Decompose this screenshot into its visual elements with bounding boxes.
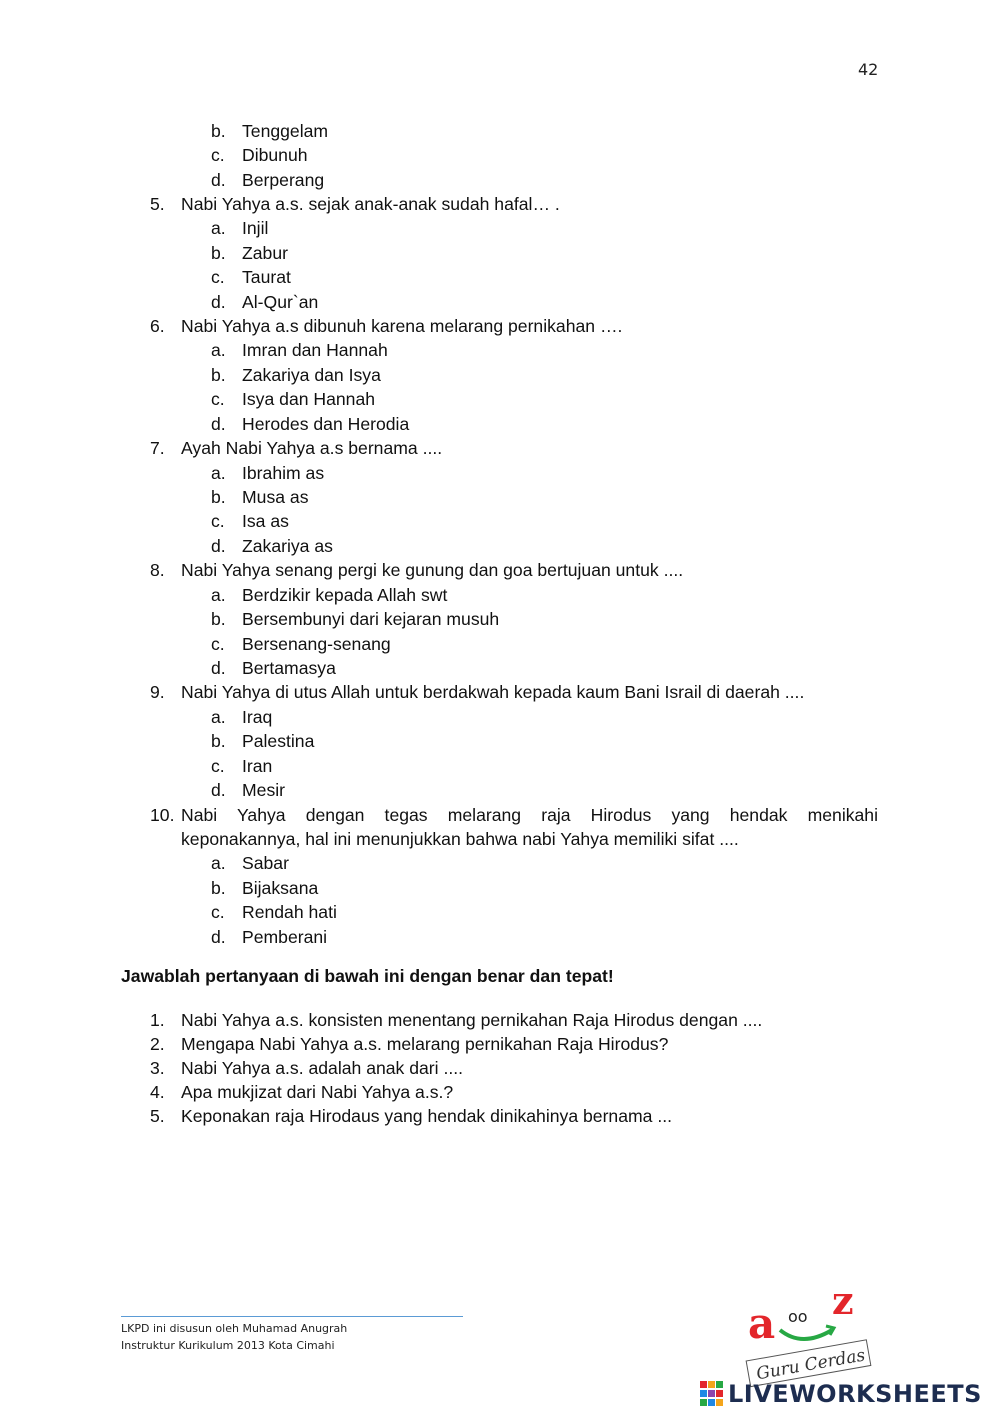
option-text: Rendah hati (242, 902, 337, 922)
liveworksheets-wordmark: LIVEWORKSHEETS (728, 1380, 982, 1408)
essay-number: 1. (150, 1010, 165, 1030)
option-letter: b. (211, 121, 226, 141)
option-text: Al-Qur`an (242, 292, 319, 312)
question-number: 6. (150, 316, 165, 336)
option-text: Iran (242, 756, 273, 776)
question-number: 9. (150, 682, 165, 702)
essay-number: 5. (150, 1106, 165, 1126)
logo-caption: Guru Cerdas (754, 1345, 867, 1385)
essay-number: 4. (150, 1082, 165, 1102)
option-letter: d. (211, 170, 226, 190)
option-letter: b. (211, 487, 226, 507)
option-letter: d. (211, 780, 226, 800)
option-letter: c. (211, 634, 225, 654)
question-text: Nabi Yahya a.s. sejak anak-anak sudah hafal… . (181, 194, 560, 214)
question-text: Nabi Yahya di utus Allah untuk berdakwah kepada kaum Bani Israil di daerah .... (181, 682, 805, 702)
option-text: Palestina (242, 731, 315, 751)
option-text: Ibrahim as (242, 463, 325, 483)
essay-text: Mengapa Nabi Yahya a.s. melarang pernikahan Raja Hirodus? (181, 1034, 669, 1054)
option-letter: b. (211, 609, 226, 629)
option-text: Bersembunyi dari kejaran musuh (242, 609, 500, 629)
option-text: Isa as (242, 511, 289, 531)
question-number: 8. (150, 560, 165, 580)
option-text: Isya dan Hannah (242, 389, 376, 409)
essay-text: Nabi Yahya a.s. konsisten menentang pernikahan Raja Hirodus dengan .... (181, 1010, 763, 1030)
guru-cerdas-logo (740, 1278, 880, 1388)
question-text: Ayah Nabi Yahya a.s bernama .... (181, 438, 443, 458)
option-text: Zakariya as (242, 536, 333, 556)
logo-letter-z: z (832, 1278, 854, 1323)
option-letter: c. (211, 267, 225, 287)
option-letter: b. (211, 365, 226, 385)
option-text: Zabur (242, 243, 288, 263)
footer-author: LKPD ini disusun oleh Muhamad Anugrah (121, 1322, 348, 1335)
option-text: Injil (242, 218, 269, 238)
essay-text: Keponakan raja Hirodaus yang hendak dinikahinya bernama ... (181, 1106, 672, 1126)
option-text: Taurat (242, 267, 291, 287)
option-letter: d. (211, 927, 226, 947)
option-text: Tenggelam (242, 121, 329, 141)
liveworksheets-grid-icon (700, 1381, 724, 1407)
option-letter: a. (211, 853, 226, 873)
page-number: 42 (858, 60, 879, 79)
option-letter: d. (211, 292, 226, 312)
option-letter: a. (211, 340, 226, 360)
option-text: Iraq (242, 707, 273, 727)
option-letter: b. (211, 731, 226, 751)
liveworksheets-banner[interactable] (700, 1378, 982, 1410)
logo-letter-a: a (748, 1299, 776, 1348)
question-number: 10. (150, 805, 175, 825)
option-text: Herodes dan Herodia (242, 414, 410, 434)
option-text: Imran dan Hannah (242, 340, 388, 360)
logo-smile-icon (780, 1330, 832, 1339)
option-text: Bertamasya (242, 658, 336, 678)
option-text: Berperang (242, 170, 325, 190)
question-number: 7. (150, 438, 165, 458)
essay-number: 2. (150, 1034, 165, 1054)
option-letter: c. (211, 511, 225, 531)
option-text: Mesir (242, 780, 286, 800)
footer-institution: Instruktur Kurikulum 2013 Kota Cimahi (121, 1339, 335, 1352)
question-text-line-2: keponakannya, hal ini menunjukkan bahwa nabi Yahya memiliki sifat .... (181, 829, 739, 849)
option-letter: a. (211, 585, 226, 605)
essay-heading: Jawablah pertanyaan di bawah ini dengan benar dan tepat! (121, 966, 614, 986)
option-text: Pemberani (242, 927, 328, 947)
option-text: Berdzikir kepada Allah swt (242, 585, 448, 605)
essay-text: Nabi Yahya a.s. adalah anak dari .... (181, 1058, 464, 1078)
question-text: Nabi Yahya a.s dibunuh karena melarang pernikahan …. (181, 316, 623, 336)
option-text: Dibunuh (242, 145, 308, 165)
option-text: Musa as (242, 487, 309, 507)
essay-text: Apa mukjizat dari Nabi Yahya a.s.? (181, 1082, 454, 1102)
essay-number: 3. (150, 1058, 165, 1078)
option-text: Bersenang-senang (242, 634, 391, 654)
option-letter: d. (211, 658, 226, 678)
option-letter: c. (211, 389, 225, 409)
option-text: Bijaksana (242, 878, 319, 898)
option-letter: a. (211, 463, 226, 483)
option-letter: c. (211, 902, 225, 922)
option-letter: a. (211, 707, 226, 727)
option-letter: b. (211, 878, 226, 898)
option-letter: d. (211, 536, 226, 556)
option-letter: c. (211, 145, 225, 165)
option-letter: d. (211, 414, 226, 434)
option-text: Zakariya dan Isya (242, 365, 381, 385)
question-text-line-1: Nabi Yahya dengan tegas melarang raja Hirodus yang hendak menikahi (181, 805, 878, 825)
logo-eyes: oo (788, 1307, 808, 1326)
option-letter: b. (211, 243, 226, 263)
option-letter: a. (211, 218, 226, 238)
footer-divider (121, 1316, 463, 1317)
question-text: Nabi Yahya senang pergi ke gunung dan goa bertujuan untuk .... (181, 560, 684, 580)
option-letter: c. (211, 756, 225, 776)
question-number: 5. (150, 194, 165, 214)
option-text: Sabar (242, 853, 289, 873)
